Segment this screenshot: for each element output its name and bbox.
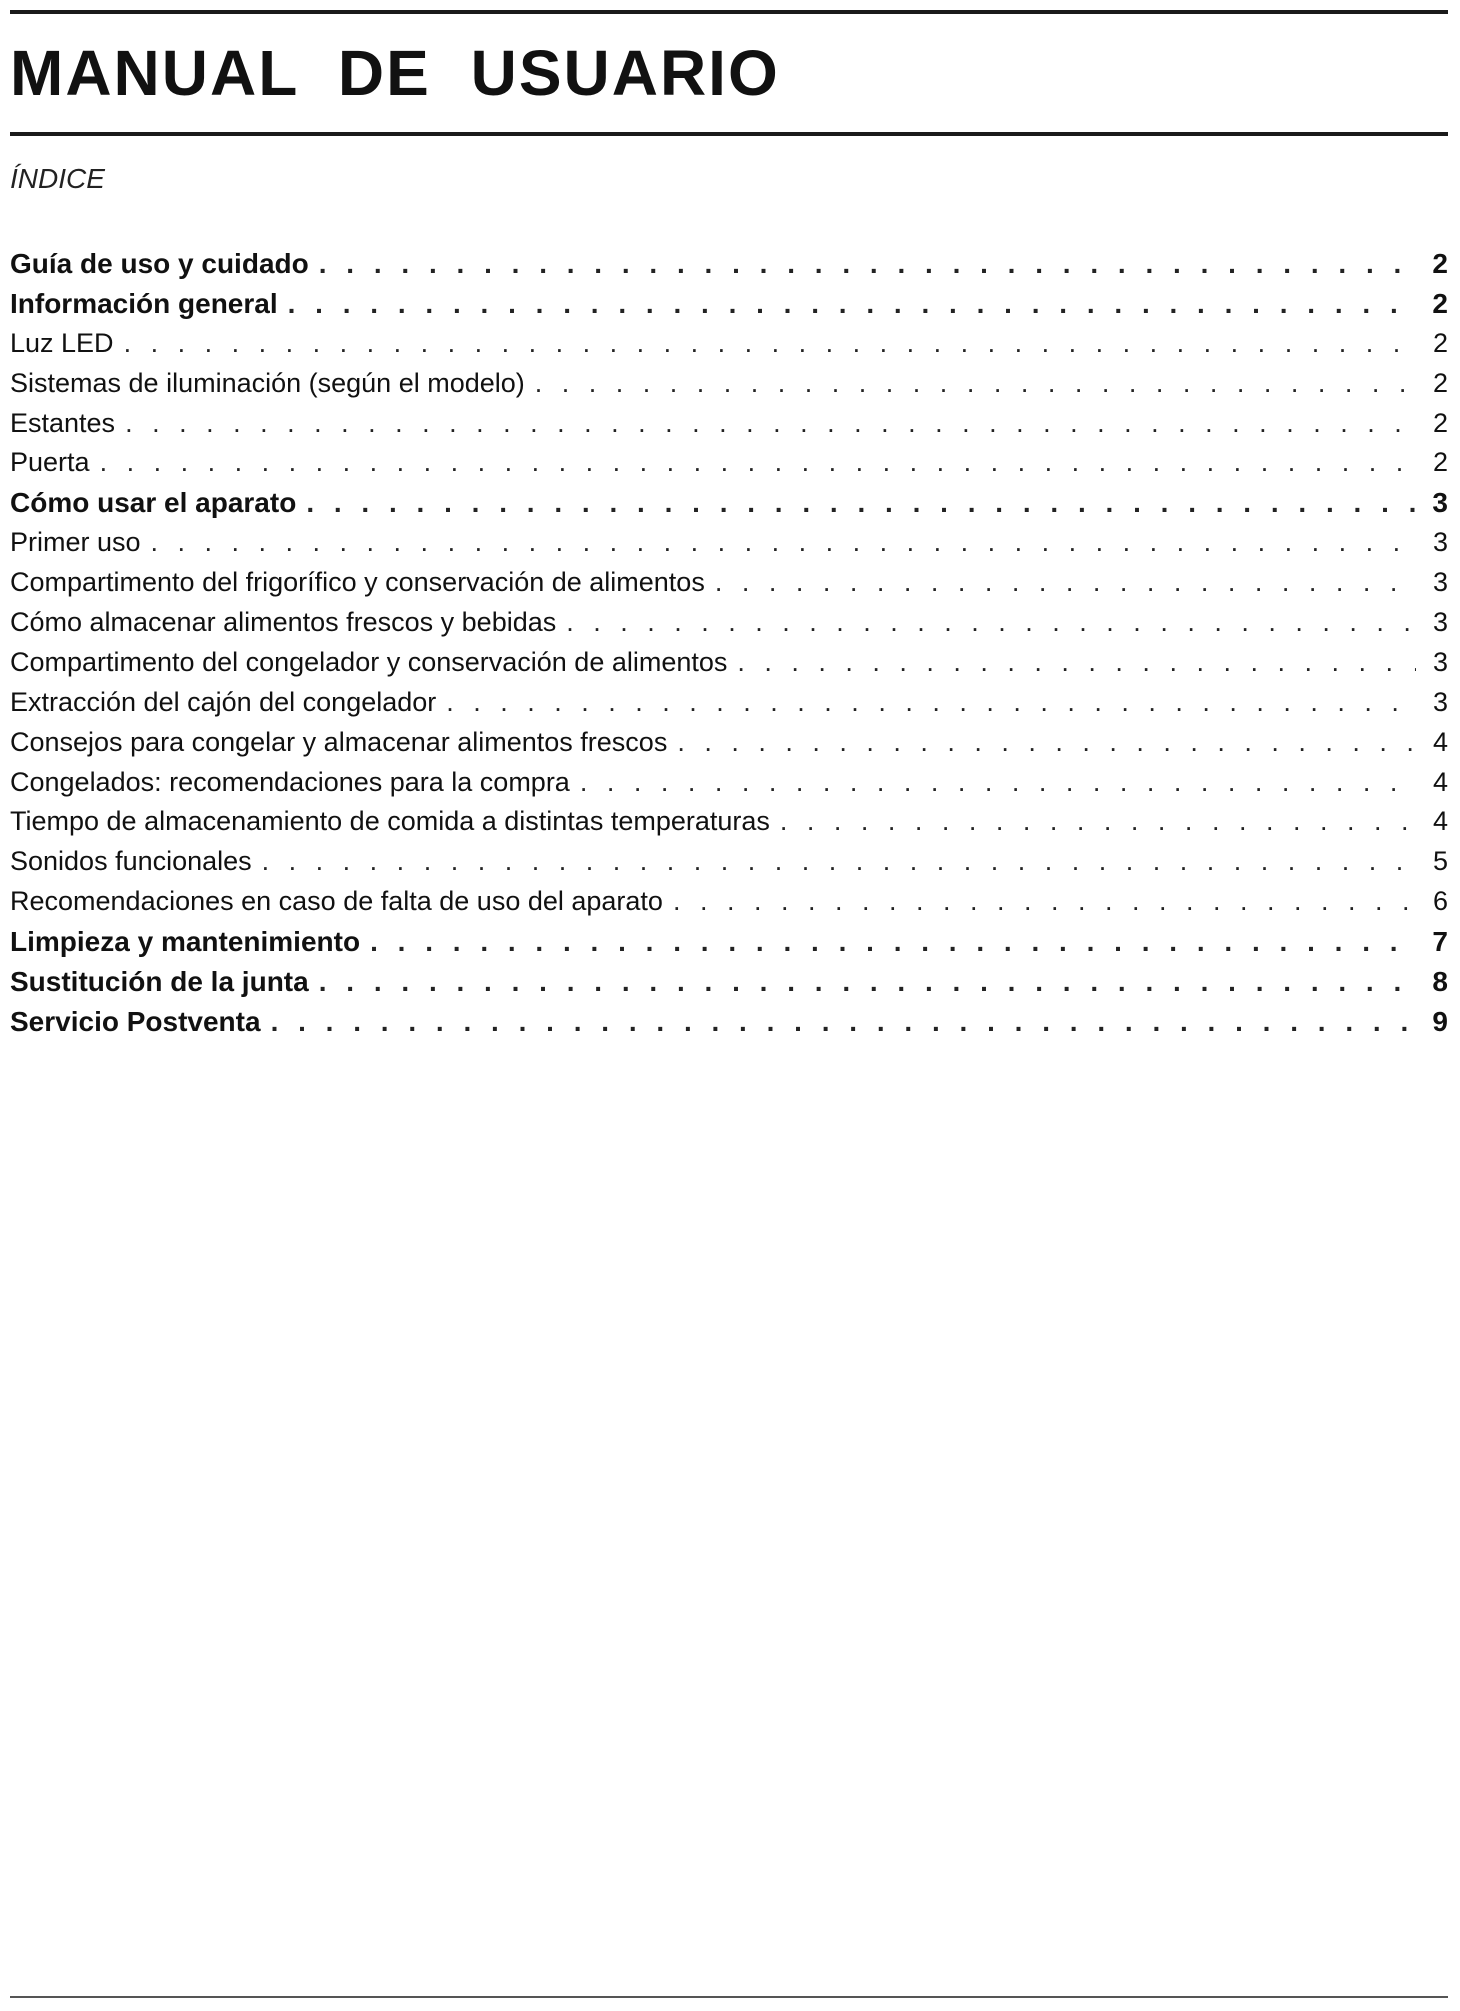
toc-entry-label: Sistemas de iluminación (según el modelo) bbox=[10, 367, 525, 398]
toc-subsection bbox=[10, 683, 1448, 723]
toc-entry-label: Sustitución de la junta bbox=[10, 966, 309, 998]
toc-page-number: 5 bbox=[1432, 846, 1448, 877]
toc-page-number: 4 bbox=[1432, 766, 1448, 797]
toc-entry-label: Guía de uso y cuidado bbox=[10, 248, 309, 279]
toc-page-number: 4 bbox=[1432, 806, 1448, 837]
toc-entry-label: Limpieza y mantenimiento bbox=[10, 926, 361, 958]
index-heading: ÍNDICE bbox=[10, 163, 105, 194]
toc-subsection bbox=[10, 364, 1448, 404]
toc-subsection bbox=[10, 723, 1448, 763]
toc-dot-leader bbox=[100, 443, 1416, 483]
toc-page-number: 3 bbox=[1432, 607, 1448, 638]
toc-page-number: 3 bbox=[1432, 527, 1448, 558]
toc-dot-leader bbox=[737, 643, 1416, 683]
toc-dot-leader bbox=[151, 523, 1416, 563]
toc-entry-label: Congelados: recomendaciones para la compra bbox=[10, 766, 570, 797]
toc-subsection bbox=[10, 763, 1448, 803]
toc-dot-leader bbox=[288, 284, 1416, 324]
toc-entry-label: Estantes bbox=[10, 407, 116, 438]
toc-dot-leader bbox=[306, 483, 1416, 523]
toc-page-number: 3 bbox=[1432, 487, 1448, 519]
toc-dot-leader bbox=[673, 882, 1416, 922]
toc-page-number: 8 bbox=[1432, 966, 1448, 998]
toc-page-number: 2 bbox=[1432, 447, 1448, 478]
toc-page-number: 2 bbox=[1432, 248, 1448, 279]
toc-page-number: 3 bbox=[1432, 686, 1448, 717]
toc-entry-label: Primer uso bbox=[10, 527, 141, 558]
toc-entry-label: Servicio Postventa bbox=[10, 1005, 261, 1037]
toc-entry-label: Consejos para congelar y almacenar alimentos frescos bbox=[10, 726, 668, 757]
title-underline bbox=[10, 132, 1448, 136]
toc-entry-label: Sonidos funcionales bbox=[10, 846, 252, 877]
toc-dot-leader bbox=[780, 802, 1416, 842]
toc-section bbox=[10, 1002, 1448, 1042]
table-of-contents bbox=[10, 244, 1448, 1042]
toc-entry-label: Recomendaciones en caso de falta de uso del aparato bbox=[10, 886, 663, 917]
toc-dot-leader bbox=[319, 244, 1416, 284]
toc-section bbox=[10, 244, 1448, 284]
document-title: MANUAL DE USUARIO bbox=[10, 37, 780, 109]
toc-entry-label: Luz LED bbox=[10, 327, 114, 358]
toc-subsection bbox=[10, 802, 1448, 842]
toc-page-number: 2 bbox=[1432, 287, 1448, 319]
toc-subsection bbox=[10, 842, 1448, 882]
toc-dot-leader bbox=[124, 324, 1416, 364]
top-rule bbox=[10, 10, 1448, 14]
toc-subsection bbox=[10, 443, 1448, 483]
toc-subsection bbox=[10, 563, 1448, 603]
toc-page-number: 9 bbox=[1432, 1005, 1448, 1037]
bottom-rule bbox=[10, 1996, 1448, 1998]
toc-entry-label: Información general bbox=[10, 287, 278, 319]
toc-section bbox=[10, 922, 1448, 962]
toc-dot-leader bbox=[580, 763, 1416, 803]
toc-page-number: 3 bbox=[1432, 646, 1448, 677]
toc-entry-label: Extracción del cajón del congelador bbox=[10, 686, 437, 717]
toc-page-number: 3 bbox=[1432, 567, 1448, 598]
toc-dot-leader bbox=[271, 1002, 1416, 1042]
toc-page-number: 2 bbox=[1432, 367, 1448, 398]
toc-subsection bbox=[10, 603, 1448, 643]
toc-entry-label: Tiempo de almacenamiento de comida a distintas temperaturas bbox=[10, 806, 770, 837]
toc-section bbox=[10, 284, 1448, 324]
toc-entry-label: Puerta bbox=[10, 447, 90, 478]
toc-subsection bbox=[10, 882, 1448, 922]
toc-page-number: 7 bbox=[1432, 926, 1448, 958]
toc-subsection bbox=[10, 643, 1448, 683]
toc-page-number: 2 bbox=[1432, 407, 1448, 438]
toc-dot-leader bbox=[677, 723, 1416, 763]
document-page bbox=[10, 0, 1448, 2011]
toc-dot-leader bbox=[535, 364, 1416, 404]
toc-section bbox=[10, 962, 1448, 1002]
toc-entry-label: Compartimento del frigorífico y conservación de alimentos bbox=[10, 567, 705, 598]
toc-dot-leader bbox=[125, 404, 1416, 444]
toc-subsection bbox=[10, 324, 1448, 364]
toc-entry-label: Cómo usar el aparato bbox=[10, 487, 297, 519]
toc-dot-leader bbox=[446, 683, 1416, 723]
toc-section bbox=[10, 483, 1448, 523]
toc-dot-leader bbox=[262, 842, 1416, 882]
toc-subsection bbox=[10, 404, 1448, 444]
toc-dot-leader bbox=[370, 922, 1416, 962]
toc-page-number: 2 bbox=[1432, 327, 1448, 358]
toc-dot-leader bbox=[319, 962, 1416, 1002]
toc-page-number: 6 bbox=[1432, 886, 1448, 917]
toc-dot-leader bbox=[566, 603, 1416, 643]
toc-subsection bbox=[10, 523, 1448, 563]
toc-entry-label: Cómo almacenar alimentos frescos y bebidas bbox=[10, 607, 557, 638]
toc-page-number: 4 bbox=[1432, 726, 1448, 757]
toc-dot-leader bbox=[715, 563, 1416, 603]
toc-entry-label: Compartimento del congelador y conservación de alimentos bbox=[10, 646, 728, 677]
